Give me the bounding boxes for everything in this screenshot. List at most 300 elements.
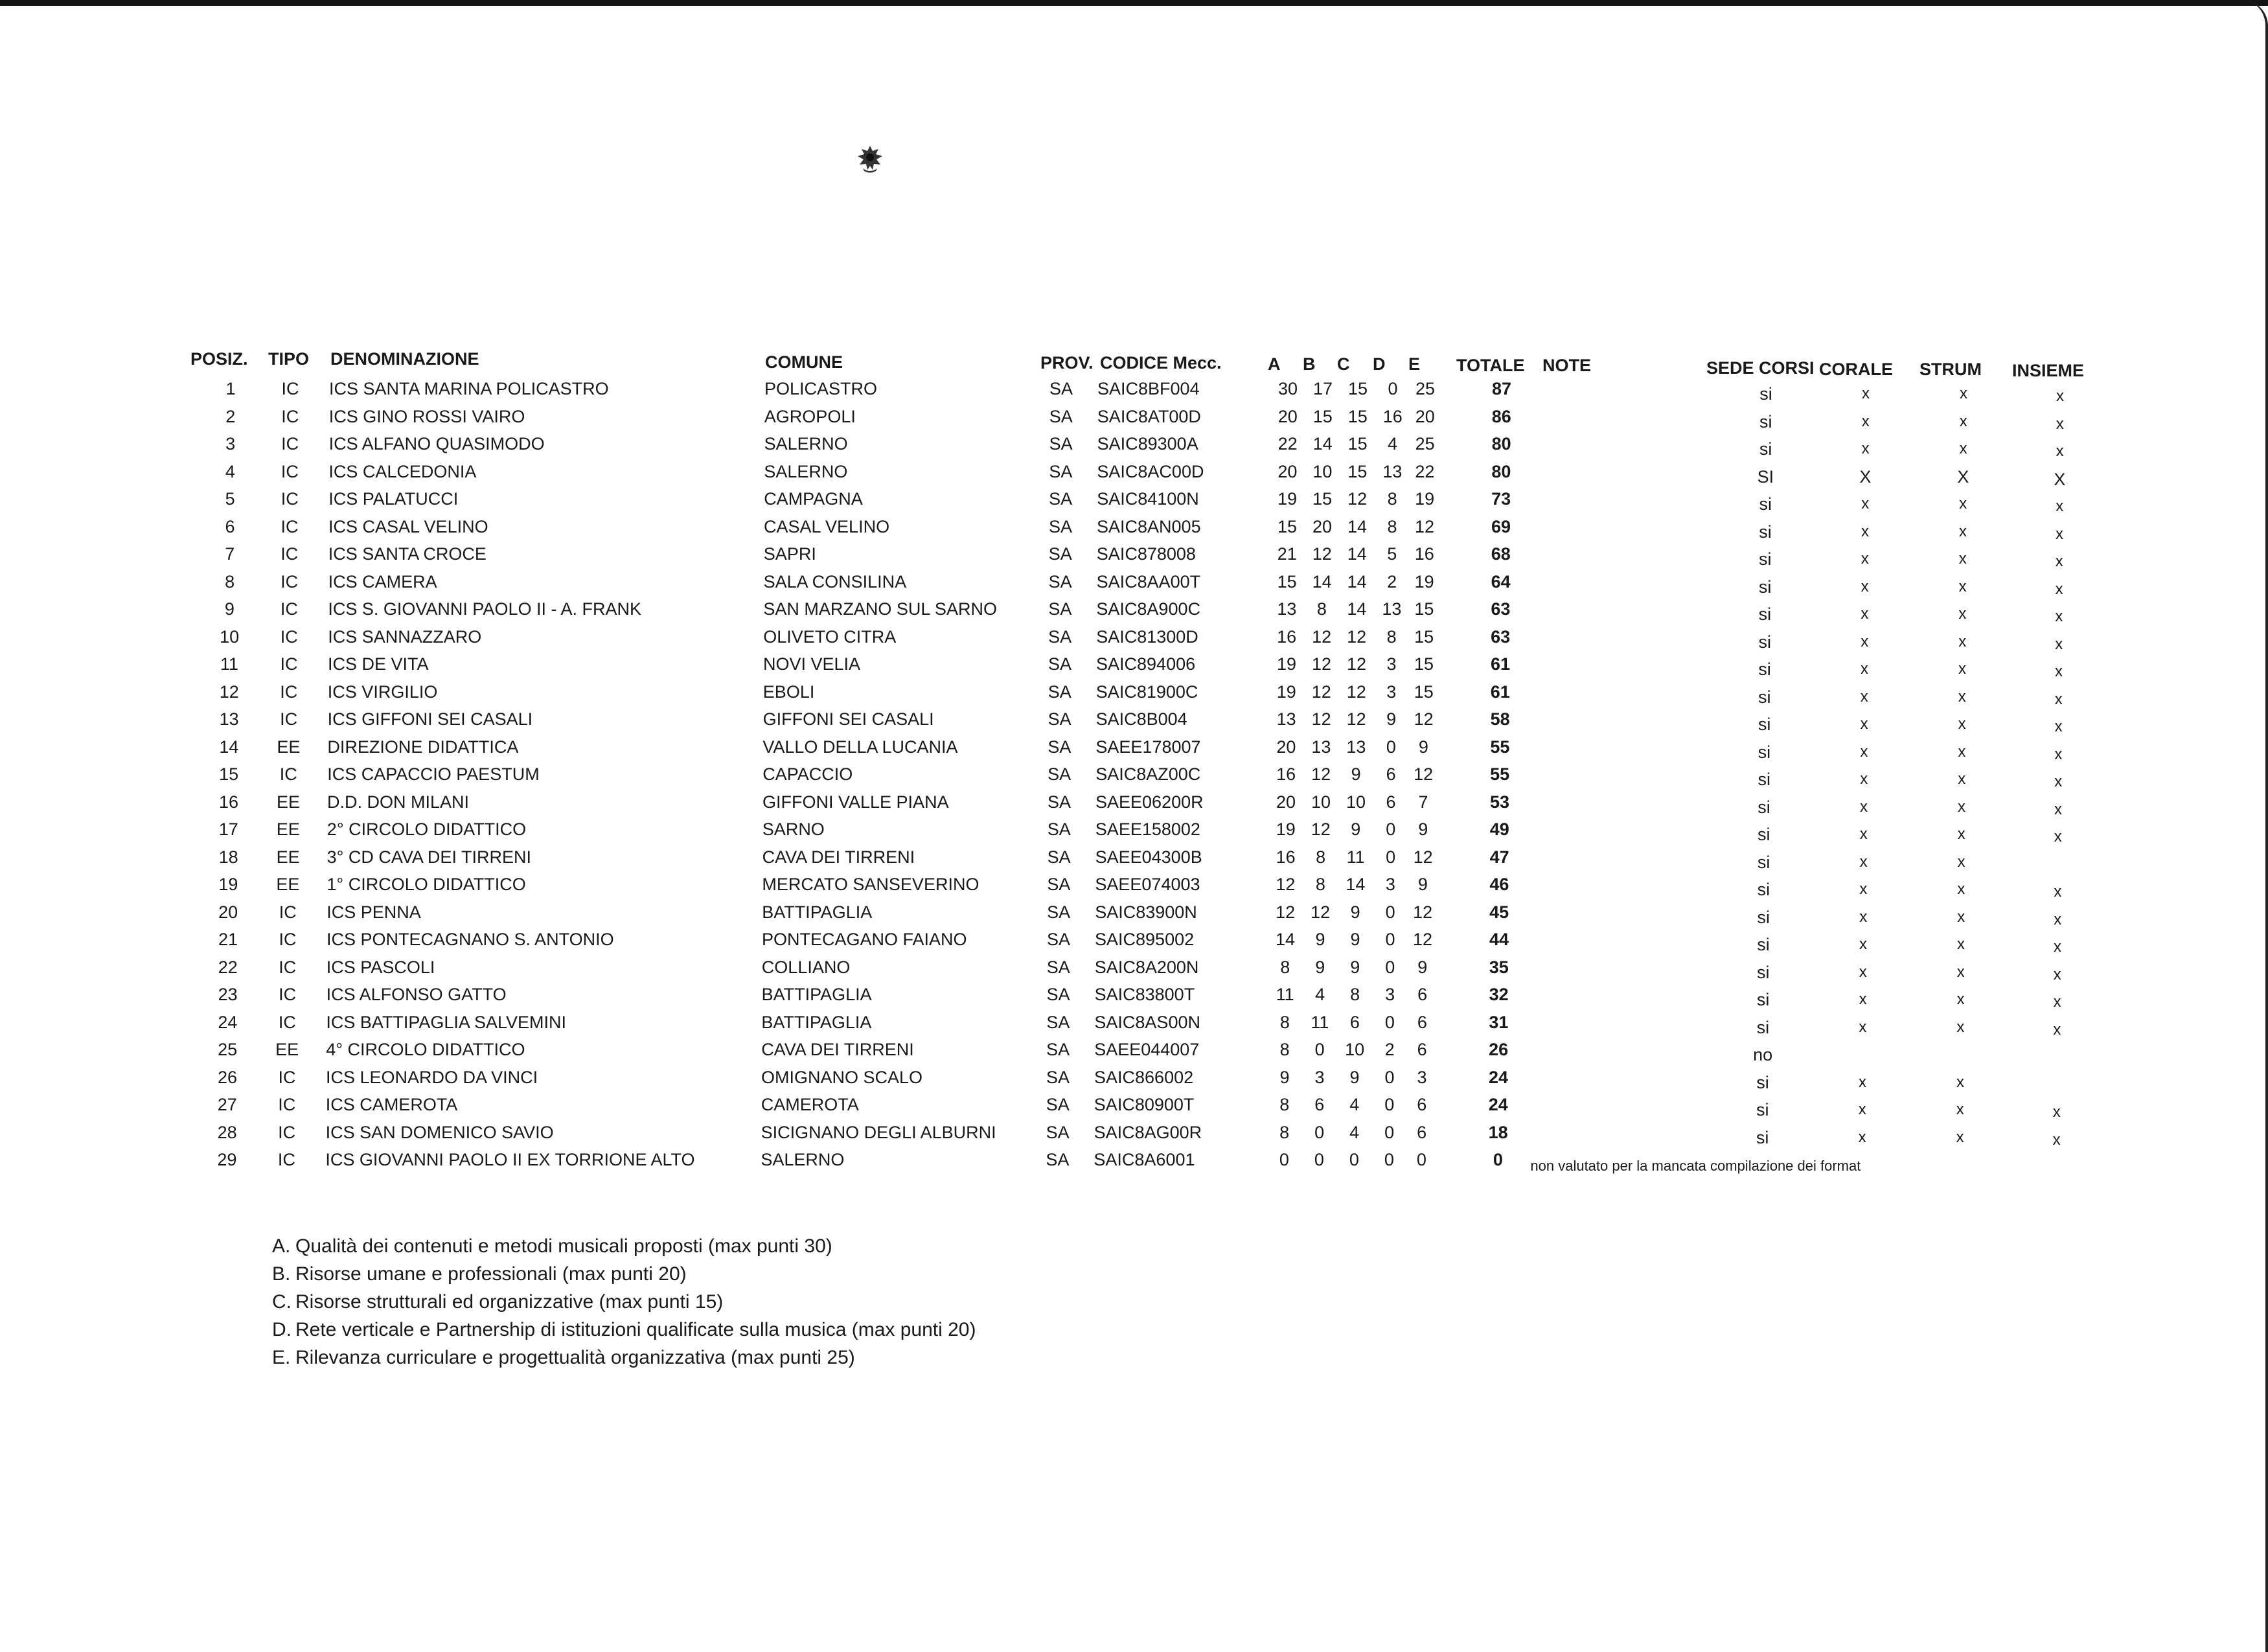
cell-b: 12 bbox=[1311, 682, 1331, 702]
cell-corale: x bbox=[1858, 1128, 1866, 1146]
cell-strum: x bbox=[1959, 440, 1967, 457]
legend-letter: B. bbox=[272, 1263, 291, 1285]
cell-comune: CAMEROTA bbox=[761, 1095, 859, 1114]
cell-tipo: EE bbox=[275, 1040, 299, 1059]
cell-prov: SA bbox=[1046, 1122, 1070, 1142]
cell-sede: si bbox=[1758, 632, 1771, 652]
cell-c: 10 bbox=[1345, 1040, 1365, 1059]
cell-codice: SAIC8A900C bbox=[1096, 599, 1200, 619]
cell-corale: x bbox=[1861, 605, 1869, 623]
cell-tipo: EE bbox=[277, 737, 301, 757]
cell-b: 20 bbox=[1312, 516, 1333, 536]
cell-pos: 8 bbox=[225, 571, 235, 591]
cell-pos: 3 bbox=[225, 434, 236, 453]
cell-den: ICS DE VITA bbox=[328, 654, 429, 674]
cell-tot: 49 bbox=[1489, 820, 1509, 839]
cell-d: 6 bbox=[1386, 764, 1396, 784]
cell-strum: x bbox=[1959, 495, 1967, 512]
cell-corale: x bbox=[1861, 522, 1869, 540]
cell-e: 3 bbox=[1417, 1067, 1427, 1087]
cell-strum: x bbox=[1957, 825, 1965, 843]
header-comune: COMUNE bbox=[765, 352, 843, 372]
cell-codice: SAIC8A6001 bbox=[1094, 1150, 1195, 1169]
cell-pos: 13 bbox=[219, 709, 239, 729]
cell-codice: SAIC878008 bbox=[1096, 544, 1196, 564]
cell-e: 9 bbox=[1418, 737, 1428, 757]
cell-sede: si bbox=[1757, 852, 1770, 872]
cell-c: 15 bbox=[1347, 461, 1368, 481]
cell-den: ICS GIFFONI SEI CASALI bbox=[327, 709, 533, 729]
cell-comune: SARNO bbox=[762, 820, 825, 839]
cell-sede: si bbox=[1759, 411, 1772, 431]
cell-d: 2 bbox=[1387, 571, 1397, 591]
cell-tot: 32 bbox=[1489, 985, 1509, 1004]
cell-comune: AGROPOLI bbox=[764, 406, 856, 426]
cell-strum: X bbox=[1957, 466, 1969, 487]
cell-sede: si bbox=[1758, 825, 1770, 844]
cell-codice: SAIC8AG00R bbox=[1094, 1122, 1202, 1142]
cell-b: 3 bbox=[1314, 1067, 1325, 1087]
cell-pos: 26 bbox=[217, 1067, 238, 1087]
cell-codice: SAIC8AC00D bbox=[1097, 461, 1204, 481]
cell-c: 15 bbox=[1347, 434, 1368, 453]
cell-comune: SAPRI bbox=[763, 544, 816, 564]
cell-den: ICS PONTECAGNANO S. ANTONIO bbox=[326, 930, 614, 949]
cell-tot: 55 bbox=[1490, 737, 1510, 757]
cell-c: 12 bbox=[1346, 654, 1367, 674]
legend-letter: E. bbox=[272, 1347, 291, 1368]
cell-a: 8 bbox=[1279, 1122, 1290, 1142]
cell-prov: SA bbox=[1046, 985, 1070, 1004]
cell-den: 1° CIRCOLO DIDATTICO bbox=[326, 875, 526, 894]
cell-a: 16 bbox=[1276, 764, 1296, 784]
cell-tot: 86 bbox=[1491, 406, 1511, 426]
cell-prov: SA bbox=[1046, 1150, 1070, 1169]
cell-c: 4 bbox=[1349, 1122, 1360, 1142]
cell-codice: SAIC83900N bbox=[1095, 902, 1197, 922]
cell-e: 12 bbox=[1413, 902, 1433, 922]
cell-prov: SA bbox=[1049, 379, 1073, 398]
cell-a: 13 bbox=[1277, 599, 1297, 619]
cell-comune: BATTIPAGLIA bbox=[762, 902, 873, 922]
cell-a: 20 bbox=[1276, 792, 1296, 812]
cell-tot: 68 bbox=[1491, 544, 1511, 564]
cell-tipo: IC bbox=[278, 1012, 296, 1032]
cell-pos: 2 bbox=[225, 406, 236, 426]
cell-pos: 15 bbox=[219, 764, 239, 784]
cell-comune: CAVA DEI TIRRENI bbox=[761, 1040, 914, 1059]
cell-prov: SA bbox=[1048, 544, 1072, 564]
cell-tot: 0 bbox=[1493, 1150, 1503, 1169]
cell-d: 4 bbox=[1388, 434, 1398, 453]
cell-d: 0 bbox=[1385, 902, 1395, 922]
cell-pos: 5 bbox=[225, 489, 235, 509]
cell-b: 0 bbox=[1314, 1122, 1325, 1142]
cell-b: 11 bbox=[1311, 1012, 1329, 1032]
cell-b: 12 bbox=[1311, 820, 1331, 839]
cell-den: ICS PASCOLI bbox=[326, 957, 435, 977]
cell-a: 20 bbox=[1276, 737, 1296, 757]
cell-corale: x bbox=[1859, 908, 1868, 926]
cell-comune: BATTIPAGLIA bbox=[761, 985, 872, 1004]
cell-c: 9 bbox=[1350, 902, 1360, 922]
cell-den: ICS CAMERA bbox=[328, 571, 437, 591]
cell-corale: x bbox=[1859, 935, 1867, 953]
cell-prov: SA bbox=[1048, 709, 1071, 729]
cell-a: 19 bbox=[1276, 682, 1296, 702]
cell-b: 12 bbox=[1311, 654, 1332, 674]
cell-corale: x bbox=[1860, 742, 1868, 761]
cell-prov: SA bbox=[1048, 626, 1072, 647]
cell-den: 3° CD CAVA DEI TIRRENI bbox=[326, 847, 531, 867]
cell-den: 2° CIRCOLO DIDATTICO bbox=[326, 820, 527, 839]
cell-strum: x bbox=[1958, 632, 1967, 650]
cell-tot: 55 bbox=[1490, 764, 1510, 784]
cell-strum: x bbox=[1958, 797, 1965, 816]
cell-a: 16 bbox=[1277, 626, 1297, 647]
cell-codice: SAIC8AZ00C bbox=[1095, 764, 1201, 784]
cell-den: ICS CAPACCIO PAESTUM bbox=[327, 764, 540, 784]
cell-a: 20 bbox=[1277, 406, 1298, 426]
cell-tipo: IC bbox=[280, 654, 298, 674]
cell-e: 15 bbox=[1414, 654, 1434, 674]
cell-corale: x bbox=[1859, 991, 1867, 1008]
cell-tipo: IC bbox=[280, 626, 298, 647]
cell-tipo: IC bbox=[279, 930, 297, 949]
cell-tipo: IC bbox=[278, 1122, 296, 1142]
cell-insieme: x bbox=[2055, 553, 2063, 570]
cell-e: 12 bbox=[1413, 847, 1433, 867]
cell-sede: si bbox=[1756, 990, 1770, 1009]
cell-c: 6 bbox=[1349, 1012, 1360, 1032]
cell-b: 4 bbox=[1315, 985, 1325, 1004]
cell-strum: x bbox=[1958, 605, 1967, 623]
legend-text: Qualità dei contenuti e metodi musicali proposti (max punti 30) bbox=[295, 1235, 832, 1257]
cell-c: 4 bbox=[1349, 1095, 1360, 1114]
cell-comune: CAMPAGNA bbox=[764, 489, 863, 509]
cell-comune: POLICASTRO bbox=[764, 379, 878, 398]
cell-insieme: x bbox=[2056, 387, 2064, 405]
cell-corale: x bbox=[1861, 495, 1870, 512]
legend-text: Risorse strutturali ed organizzative (max punti 15) bbox=[295, 1291, 724, 1313]
cell-prov: SA bbox=[1046, 957, 1070, 977]
cell-pos: 27 bbox=[217, 1095, 237, 1114]
cell-tipo: IC bbox=[281, 489, 299, 509]
cell-d: 3 bbox=[1385, 985, 1395, 1004]
cell-pos: 7 bbox=[225, 544, 235, 564]
cell-sede: si bbox=[1758, 687, 1771, 707]
cell-c: 12 bbox=[1346, 682, 1366, 702]
cell-codice: SAEE158002 bbox=[1095, 820, 1200, 839]
cell-comune: CAPACCIO bbox=[762, 764, 853, 784]
cell-codice: SAIC8AT00D bbox=[1097, 406, 1201, 426]
cell-a: 15 bbox=[1277, 516, 1298, 536]
cell-tot: 47 bbox=[1489, 847, 1509, 867]
cell-den: ICS S. GIOVANNI PAOLO II - A. FRANK bbox=[328, 599, 641, 619]
cell-pos: 4 bbox=[225, 461, 235, 481]
cell-corale: x bbox=[1861, 412, 1870, 430]
cell-tot: 64 bbox=[1491, 571, 1511, 591]
cell-tipo: IC bbox=[280, 709, 298, 729]
cell-corale: x bbox=[1861, 660, 1868, 678]
cell-den: ICS SANTA CROCE bbox=[328, 544, 487, 564]
cell-corale: x bbox=[1860, 715, 1868, 733]
cell-prov: SA bbox=[1049, 434, 1073, 453]
cell-prov: SA bbox=[1046, 1095, 1070, 1114]
cell-insieme: x bbox=[2054, 938, 2061, 956]
cell-c: 8 bbox=[1350, 985, 1360, 1004]
header-sede: SEDE CORSI bbox=[1706, 358, 1815, 378]
cell-d: 0 bbox=[1386, 847, 1396, 867]
cell-tipo: IC bbox=[281, 544, 299, 564]
cell-c: 12 bbox=[1347, 626, 1367, 647]
cell-codice: SAIC895002 bbox=[1095, 930, 1195, 949]
cell-strum: x bbox=[1956, 1018, 1965, 1036]
cell-tot: 73 bbox=[1491, 489, 1511, 509]
legend-item bbox=[272, 1344, 976, 1371]
cell-den: ICS ALFANO QUASIMODO bbox=[328, 434, 545, 453]
cell-insieme: x bbox=[2056, 442, 2064, 460]
cell-tot: 61 bbox=[1490, 682, 1510, 702]
cell-prov: SA bbox=[1049, 406, 1073, 426]
cell-e: 12 bbox=[1414, 709, 1434, 729]
header-posiz: POSIZ. bbox=[190, 349, 248, 369]
cell-sede: si bbox=[1759, 549, 1772, 569]
cell-den: ICS LEONARDO DA VINCI bbox=[326, 1067, 538, 1087]
cell-corale: x bbox=[1861, 440, 1870, 457]
cell-c: 9 bbox=[1351, 764, 1361, 784]
cell-b: 12 bbox=[1311, 764, 1331, 784]
cell-prov: SA bbox=[1047, 792, 1071, 812]
cell-codice: SAIC866002 bbox=[1094, 1067, 1194, 1087]
cell-insieme: x bbox=[2052, 1103, 2061, 1121]
cell-strum: x bbox=[1957, 853, 1965, 871]
header-c: C bbox=[1337, 354, 1350, 374]
cell-a: 16 bbox=[1276, 847, 1296, 867]
cell-tipo: IC bbox=[281, 406, 299, 426]
cell-e: 6 bbox=[1417, 985, 1428, 1004]
cell-codice: SAIC8A200N bbox=[1094, 957, 1199, 977]
cell-pos: 1 bbox=[225, 379, 236, 398]
page-border bbox=[0, 0, 2268, 6]
cell-pos: 14 bbox=[219, 737, 239, 757]
cell-pos: 28 bbox=[217, 1122, 237, 1142]
cell-pos: 20 bbox=[218, 902, 238, 922]
cell-c: 11 bbox=[1346, 847, 1365, 867]
cell-c: 15 bbox=[1347, 379, 1368, 398]
cell-sede: si bbox=[1758, 577, 1772, 597]
cell-comune: SALERNO bbox=[761, 1150, 845, 1169]
cell-comune: GIFFONI VALLE PIANA bbox=[762, 792, 949, 812]
cell-comune: SAN MARZANO SUL SARNO bbox=[763, 599, 997, 619]
header-d: D bbox=[1373, 354, 1386, 374]
cell-codice: SAIC89300A bbox=[1097, 434, 1198, 453]
criteria-legend bbox=[272, 1232, 976, 1371]
cell-a: 22 bbox=[1277, 434, 1298, 453]
cell-a: 13 bbox=[1276, 709, 1296, 729]
cell-d: 0 bbox=[1386, 820, 1396, 839]
cell-sede: SI bbox=[1757, 466, 1774, 487]
cell-insieme: x bbox=[2054, 718, 2063, 735]
header-a: A bbox=[1268, 354, 1281, 374]
cell-d: 5 bbox=[1387, 544, 1397, 564]
legend-item bbox=[272, 1260, 976, 1288]
cell-strum: x bbox=[1957, 908, 1965, 926]
header-denominazione: DENOMINAZIONE bbox=[330, 349, 479, 369]
cell-sede: si bbox=[1758, 604, 1772, 624]
cell-prov: SA bbox=[1046, 1012, 1070, 1032]
cell-b: 10 bbox=[1311, 792, 1331, 812]
cell-sede: si bbox=[1759, 522, 1772, 542]
header-tipo: TIPO bbox=[268, 349, 310, 369]
cell-e: 12 bbox=[1414, 516, 1435, 536]
cell-den: 4° CIRCOLO DIDATTICO bbox=[326, 1040, 525, 1059]
cell-e: 7 bbox=[1418, 792, 1428, 812]
cell-sede: si bbox=[1757, 962, 1770, 982]
cell-sede: si bbox=[1759, 384, 1772, 404]
cell-strum: x bbox=[1957, 880, 1965, 898]
cell-d: 0 bbox=[1384, 1122, 1395, 1142]
legend-text: Rete verticale e Partnership di istituzioni qualificate sulla musica (max punti 20) bbox=[295, 1319, 976, 1340]
header-insieme: INSIEME bbox=[2012, 361, 2085, 380]
cell-tipo: IC bbox=[281, 516, 299, 536]
cell-e: 0 bbox=[1416, 1150, 1426, 1169]
cell-insieme: x bbox=[2054, 910, 2062, 928]
cell-tot: 53 bbox=[1489, 792, 1510, 812]
cell-pos: 24 bbox=[218, 1012, 238, 1032]
cell-strum: x bbox=[1958, 742, 1966, 761]
cell-comune: PONTECAGANO FAIANO bbox=[762, 930, 967, 949]
cell-pos: 25 bbox=[218, 1040, 238, 1059]
cell-a: 8 bbox=[1279, 1095, 1290, 1114]
cell-b: 17 bbox=[1312, 379, 1333, 398]
cell-comune: BATTIPAGLIA bbox=[761, 1012, 872, 1032]
cell-prov: SA bbox=[1048, 764, 1071, 784]
cell-codice: SAEE074003 bbox=[1095, 875, 1200, 894]
cell-sede: si bbox=[1757, 907, 1770, 927]
cell-tot: 26 bbox=[1489, 1040, 1509, 1059]
cell-comune: EBOLI bbox=[762, 682, 815, 702]
cell-tipo: IC bbox=[279, 957, 297, 977]
cell-prov: SA bbox=[1046, 1040, 1070, 1059]
cell-prov: SA bbox=[1048, 571, 1072, 591]
cell-strum: x bbox=[1960, 385, 1967, 402]
cell-insieme: X bbox=[2054, 469, 2066, 489]
cell-den: DIREZIONE DIDATTICA bbox=[327, 737, 519, 757]
header-codice: CODICE Mecc. bbox=[1100, 353, 1222, 373]
cell-sede: si bbox=[1759, 439, 1772, 459]
cell-codice: SAIC84100N bbox=[1097, 489, 1199, 509]
cell-prov: SA bbox=[1049, 489, 1073, 509]
cell-corale: x bbox=[1859, 853, 1868, 871]
cell-e: 9 bbox=[1418, 820, 1428, 839]
cell-codice: SAIC8AN005 bbox=[1097, 516, 1201, 536]
cell-strum: x bbox=[1956, 1073, 1964, 1091]
cell-pos: 10 bbox=[220, 626, 240, 647]
cell-insieme: x bbox=[2056, 415, 2064, 433]
cell-strum: x bbox=[1958, 687, 1966, 706]
cell-sede: si bbox=[1757, 935, 1770, 954]
cell-codice: SAEE04300B bbox=[1095, 847, 1202, 867]
cell-tot: 87 bbox=[1491, 379, 1512, 398]
cell-a: 9 bbox=[1279, 1067, 1290, 1087]
cell-prov: SA bbox=[1048, 516, 1073, 536]
cell-tipo: IC bbox=[279, 985, 297, 1004]
cell-tot: 46 bbox=[1489, 875, 1509, 894]
cell-pos: 11 bbox=[220, 654, 239, 674]
cell-c: 14 bbox=[1347, 571, 1367, 591]
cell-b: 8 bbox=[1316, 847, 1326, 867]
cell-prov: SA bbox=[1048, 599, 1072, 619]
cell-tot: 63 bbox=[1491, 599, 1511, 619]
cell-sede: si bbox=[1758, 742, 1771, 762]
cell-b: 12 bbox=[1311, 902, 1331, 922]
cell-d: 13 bbox=[1382, 461, 1403, 481]
cell-tot: 24 bbox=[1488, 1095, 1508, 1114]
cell-a: 19 bbox=[1276, 654, 1297, 674]
cell-prov: SA bbox=[1049, 461, 1073, 481]
cell-den: ICS SANNAZZARO bbox=[328, 626, 482, 647]
legend-item bbox=[272, 1288, 976, 1316]
cell-sede: si bbox=[1756, 1100, 1769, 1119]
cell-sede: si bbox=[1757, 880, 1770, 899]
cell-strum: x bbox=[1956, 1128, 1964, 1146]
cell-e: 20 bbox=[1415, 406, 1435, 426]
cell-insieme: x bbox=[2054, 800, 2062, 818]
cell-tot: 80 bbox=[1491, 434, 1511, 453]
cell-tipo: IC bbox=[281, 461, 299, 481]
cell-b: 12 bbox=[1311, 709, 1331, 729]
cell-strum: x bbox=[1959, 412, 1967, 430]
cell-corale: X bbox=[1859, 466, 1872, 487]
cell-insieme: x bbox=[2054, 773, 2063, 790]
cell-den: ICS CASAL VELINO bbox=[328, 516, 488, 536]
cell-b: 15 bbox=[1312, 406, 1333, 426]
cell-c: 13 bbox=[1346, 737, 1366, 757]
cell-sede: si bbox=[1758, 797, 1770, 817]
cell-comune: CASAL VELINO bbox=[764, 516, 890, 536]
cell-corale: x bbox=[1862, 385, 1870, 402]
cell-d: 0 bbox=[1384, 1095, 1395, 1114]
cell-codice: SAEE044007 bbox=[1094, 1040, 1200, 1059]
cell-e: 12 bbox=[1414, 764, 1434, 784]
cell-tipo: EE bbox=[276, 875, 300, 894]
legend-item bbox=[272, 1316, 976, 1344]
cell-e: 19 bbox=[1414, 571, 1434, 591]
cell-prov: SA bbox=[1048, 654, 1072, 674]
cell-insieme: x bbox=[2055, 580, 2063, 598]
cell-strum: x bbox=[1959, 522, 1967, 540]
cell-codice: SAIC8BF004 bbox=[1097, 379, 1200, 398]
cell-a: 19 bbox=[1276, 820, 1296, 839]
cell-a: 20 bbox=[1277, 461, 1298, 481]
cell-comune: SALERNO bbox=[764, 461, 848, 481]
cell-sede: si bbox=[1758, 715, 1771, 734]
cell-sede: si bbox=[1756, 1017, 1770, 1037]
cell-sede: no bbox=[1753, 1045, 1773, 1064]
cell-tipo: IC bbox=[281, 379, 299, 398]
cell-corale: x bbox=[1861, 632, 1869, 650]
cell-strum: x bbox=[1957, 935, 1965, 953]
legend-text: Risorse umane e professionali (max punti 20) bbox=[295, 1263, 687, 1285]
cell-d: 3 bbox=[1386, 682, 1397, 702]
cell-codice: SAIC8B004 bbox=[1095, 709, 1187, 729]
cell-e: 15 bbox=[1414, 626, 1434, 647]
cell-e: 6 bbox=[1417, 1040, 1427, 1059]
cell-corale: x bbox=[1858, 1101, 1866, 1118]
cell-tot: 35 bbox=[1489, 957, 1509, 977]
cell-d: 0 bbox=[1384, 1012, 1395, 1032]
